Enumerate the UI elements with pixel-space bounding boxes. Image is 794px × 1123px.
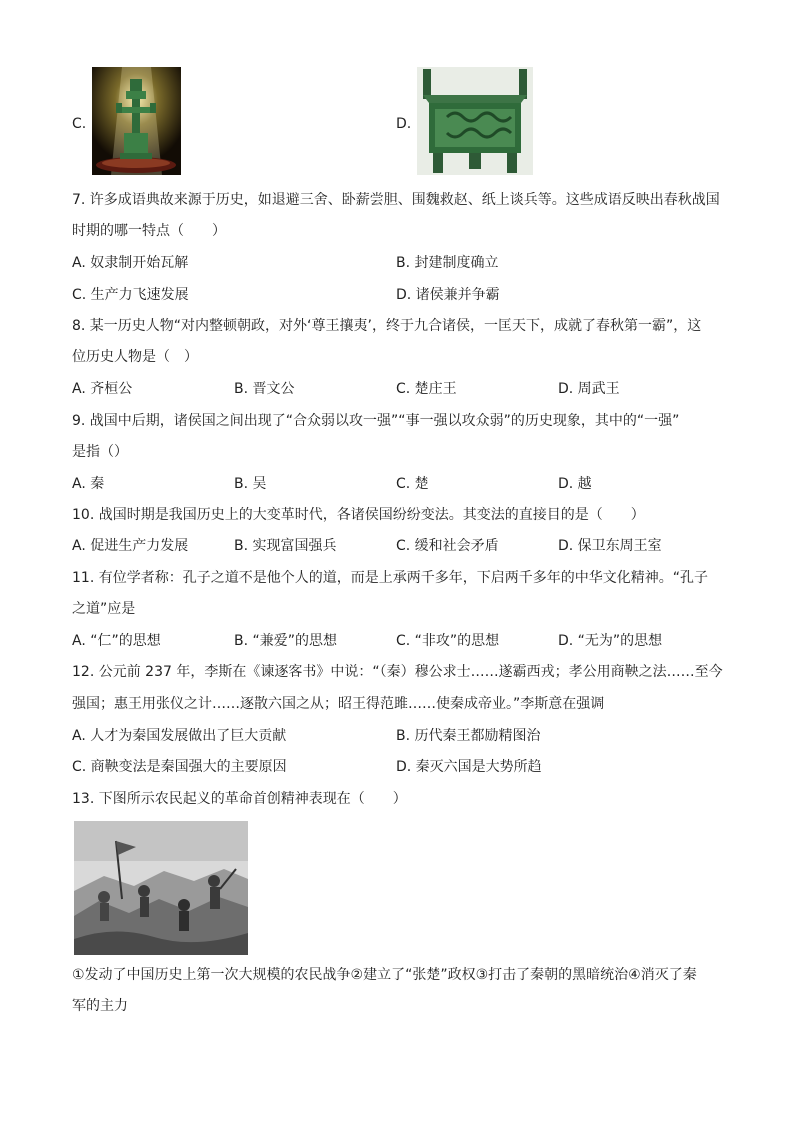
q12-stem-line2: 强国；惠王用张仪之计……逐散六国之从；昭王得范雎……使秦成帝业。”李斯意在强调 xyxy=(72,696,605,712)
q9-option-d: D. 越 xyxy=(558,476,592,492)
q11-option-b: B. “兼爱”的思想 xyxy=(234,633,338,649)
q10-stem-line1: 10. 战国时期是我国历史上的大变革时代，各诸侯国纷纷变法。其变法的直接目的是（ ） xyxy=(72,507,645,523)
q10-option-c: C. 缓和社会矛盾 xyxy=(396,538,499,554)
q12-option-b: B. 历代秦王都励精图治 xyxy=(396,728,541,744)
q11-option-a: A. “仁”的思想 xyxy=(72,633,161,649)
q9-option-b: B. 吴 xyxy=(234,476,267,492)
q8-option-a: A. 齐桓公 xyxy=(72,381,133,397)
option-c-label: C. xyxy=(72,116,87,132)
q9-stem-line1: 9. 战国中后期，诸侯国之间出现了“合众弱以攻一强”“事一强以攻众弱”的历史现象，其中的“一强” xyxy=(72,413,680,429)
q8-stem-line2: 位历史人物是（ ） xyxy=(72,349,198,365)
q9-option-a: A. 秦 xyxy=(72,476,105,492)
q12-option-a: A. 人才为秦国发展做出了巨大贡献 xyxy=(72,728,287,744)
q11-stem-line1: 11. 有位学者称：孔子之道不是他个人的道，而是上承两千多年，下启两千多年的中华文化精神。“孔子 xyxy=(72,570,708,586)
peasant-uprising-illustration xyxy=(74,821,248,955)
q12-option-c: C. 商鞅变法是秦国强大的主要原因 xyxy=(72,759,287,775)
q13-stem-line1: 13. 下图所示农民起义的革命首创精神表现在（ ） xyxy=(72,791,407,807)
q7-option-b: B. 封建制度确立 xyxy=(396,255,499,271)
q12-option-d: D. 秦灭六国是大势所趋 xyxy=(396,759,542,775)
q11-option-d: D. “无为”的思想 xyxy=(558,633,663,649)
q10-option-a: A. 促进生产力发展 xyxy=(72,538,189,554)
q11-option-c: C. “非攻”的思想 xyxy=(396,633,500,649)
q7-stem-line2: 时期的哪一特点（ ） xyxy=(72,223,226,239)
q8-option-d: D. 周武王 xyxy=(558,381,620,397)
q8-stem-line1: 8. 某一历史人物“对内整顿朝政，对外‘尊王攘夷’，终于九合诸侯，一匡天下，成就了春秋第一霸”，这 xyxy=(72,318,702,334)
q9-option-c: C. 楚 xyxy=(396,476,429,492)
q7-option-a: A. 奴隶制开始瓦解 xyxy=(72,255,189,271)
q7-option-d: D. 诸侯兼并争霸 xyxy=(396,287,500,303)
q8-option-c: C. 楚庄王 xyxy=(396,381,457,397)
q7-option-c: C. 生产力飞速发展 xyxy=(72,287,189,303)
q10-option-d: D. 保卫东周王室 xyxy=(558,538,662,554)
q13-statement-line2: 军的主力 xyxy=(72,998,128,1014)
option-d-label: D. xyxy=(396,116,412,132)
q7-stem-line1: 7. 许多成语典故来源于历史，如退避三舍、卧薪尝胆、围魏救赵、纸上谈兵等。这些成语反映出春秋战国 xyxy=(72,192,720,208)
q9-stem-line2: 是指（） xyxy=(72,444,128,460)
q12-stem-line1: 12. 公元前 237 年，李斯在《谏逐客书》中说：“（秦）穆公求士……遂霸西戎；孝公用商鞅之法……至今 xyxy=(72,664,723,680)
bronze-vessel-image xyxy=(417,67,533,175)
q8-option-b: B. 晋文公 xyxy=(234,381,295,397)
q10-option-b: B. 实现富国强兵 xyxy=(234,538,337,554)
bronze-figure-image xyxy=(92,67,181,175)
q13-statement-line1: ①发动了中国历史上第一次大规模的农民战争②建立了“张楚”政权③打击了秦朝的黑暗统治④消灭了秦 xyxy=(72,967,697,983)
q11-stem-line2: 之道”应是 xyxy=(72,601,136,617)
